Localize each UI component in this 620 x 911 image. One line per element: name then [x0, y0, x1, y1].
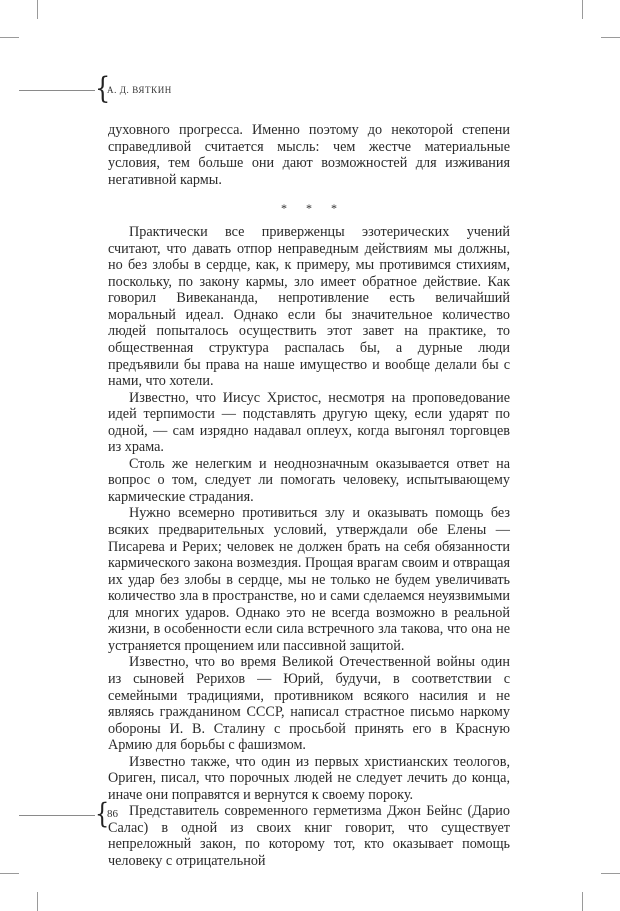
section-separator-asterisks: * * * — [281, 201, 345, 216]
running-head — [19, 71, 319, 106]
curly-brace-icon: { — [95, 797, 110, 830]
paragraph: Известно также, что один из первых христианских теологов, Ориген, писал, что порочных людей не следует лечить до конца, иначе они поправятся и вернутся к своему пороку. — [108, 753, 510, 803]
crop-mark-top-right-vertical — [582, 0, 583, 19]
paragraph: Известно, что во время Великой Отечественной войны один из сыновей Рерихов — Юрий, будучи, в соответствии с семейными традициями, противником всякого насилия и не являясь гражданином СССР, написал страстное письмо наркому обороны И. В. Сталину с просьбой принять его в Красную Армию для борьбы с фашизмом. — [108, 654, 510, 754]
curly-brace-icon: { — [95, 71, 111, 106]
paragraph: Нужно всемерно противиться злу и оказывать помощь без всяких предварительных условий, утверждали обе Елены — Писарева и Рерих; человек не должен брать на себя обязанности кармического закона возмездия. Прощая врагам своим и отвращая их удар без злобы в сердце, мы не только не будем увеличивать количество зла в пространстве, но и сами сделаемся неуязвимыми для многих ударов. Однако это не всегда возможно в реальной жизни, в особенности если сила встречного зла такова, что она не устраняется прощением или пассивной защитой. — [108, 505, 510, 654]
crop-mark-top-left-horizontal — [0, 37, 19, 38]
crop-mark-bottom-right-vertical — [582, 892, 583, 911]
page-number: 86 — [107, 808, 118, 820]
crop-mark-top-right-horizontal — [601, 37, 620, 38]
crop-mark-bottom-left-vertical — [37, 892, 38, 911]
folio-rule — [19, 815, 95, 816]
running-head-rule — [19, 90, 95, 91]
crop-mark-bottom-right-horizontal — [601, 873, 620, 874]
paragraph: Известно, что Иисус Христос, несмотря на проповедование идей терпимости — подставлять другую щеку, если ударят по одной, — сам изрядно надавал оплеух, когда выгонял торговцев из храма. — [108, 389, 510, 456]
paragraph: Столь же нелегким и неоднозначным оказывается ответ на вопрос о том, следует ли помогать человеку, испытывающему кармические страдания. — [108, 455, 510, 505]
running-head-author: А. Д. ВЯТКИН — [107, 85, 172, 95]
crop-mark-top-left-vertical — [37, 0, 38, 19]
paragraph: Представитель современного герметизма Джон Бейнс (Дарио Салас) в одной из своих книг говорит, что существует непреложный закон, по которому тот, кто оказывает помощь человеку с отрицательной — [108, 803, 510, 869]
crop-mark-bottom-left-horizontal — [0, 873, 19, 874]
page-text — [108, 122, 510, 870]
folio — [19, 797, 219, 830]
paragraph-continued: духовного прогресса. Именно поэтому до некоторой степени справедливой считается мысль: чем жестче материальные условия, тем больше они дают возможностей для изживания негативной кармы. — [108, 122, 510, 188]
paragraph: Практически все приверженцы эзотерических учений считают, что давать отпор неправедным действиям мы должны, но без злобы в сердце, как, к примеру, мы противимся стихиям, поскольку, по закону кармы, зло имеет обратное действие. Как говорил Вивекананда, непротивление есть величайший моральный идеал. Однако если бы значительное количество людей попыталось осуществить этот завет на практике, то общественная структура распалась бы, а дурные люди предъявили бы права на наше имущество и вообще делали бы с нами, что хотели. — [108, 224, 510, 390]
